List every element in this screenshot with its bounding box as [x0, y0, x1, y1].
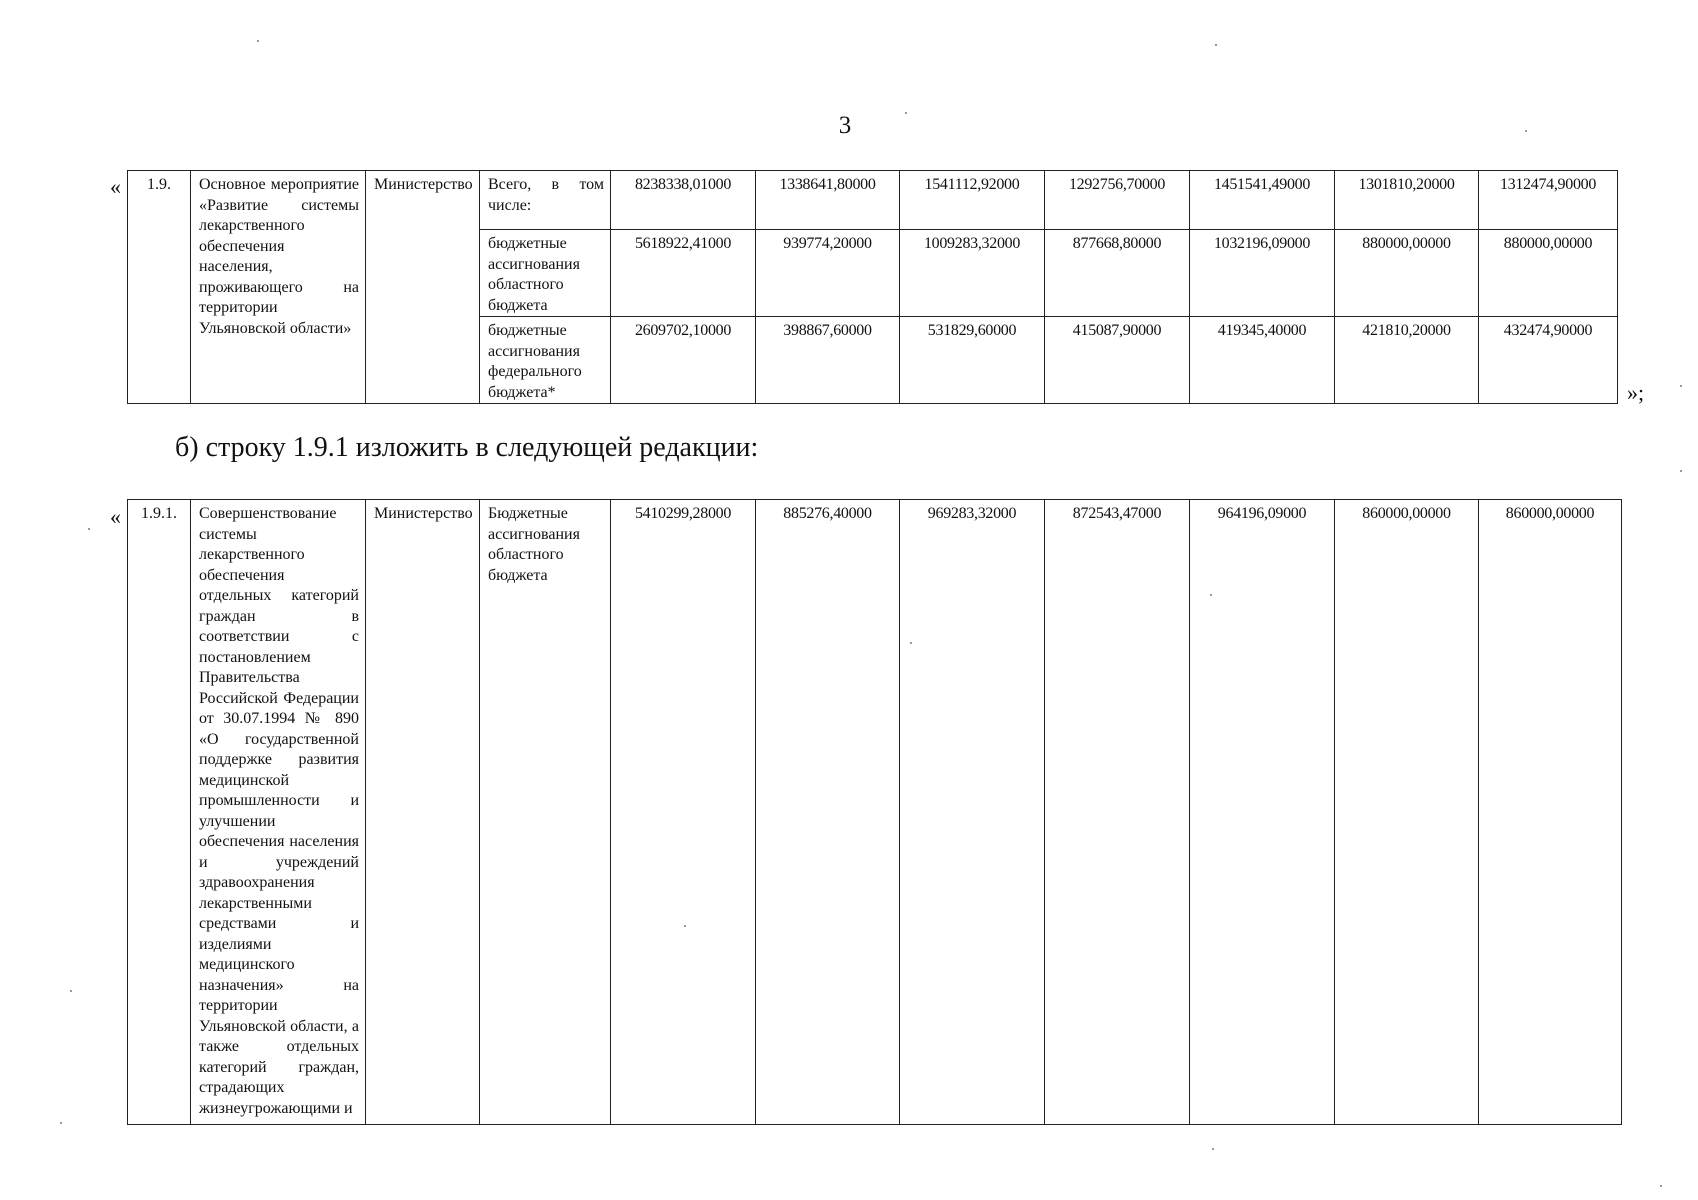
value-year-4: 964196,09000: [1190, 500, 1335, 1125]
scan-speck: [1210, 594, 1212, 596]
value-year-4: 1451541,49000: [1190, 171, 1335, 230]
value-year-2: 1009283,32000: [900, 230, 1045, 317]
value-year-6: 432474,90000: [1479, 317, 1618, 404]
value-year-6: 860000,00000: [1479, 500, 1622, 1125]
scan-speck: [88, 528, 90, 530]
scan-speck: [1212, 1148, 1214, 1150]
row-number: 1.9.1.: [128, 500, 191, 1125]
scan-speck: [70, 990, 72, 992]
scan-speck: [1680, 470, 1682, 472]
scan-speck: [910, 642, 912, 644]
value-year-1: 939774,20000: [756, 230, 900, 317]
value-year-5: 421810,20000: [1335, 317, 1479, 404]
executor: Министерство: [366, 171, 480, 404]
opening-quote-1: «: [110, 174, 121, 199]
value-year-1: 398867,60000: [756, 317, 900, 404]
executor: Министерство: [366, 500, 480, 1125]
scan-speck: [905, 112, 907, 114]
value-year-3: 415087,90000: [1045, 317, 1190, 404]
funding-source: бюджетные ассигнования областного бюджета: [480, 230, 611, 317]
value-year-2: 531829,60000: [900, 317, 1045, 404]
value-year-1: 1338641,80000: [756, 171, 900, 230]
budget-table-row-1-9-1: [127, 499, 1622, 1125]
value-total: 5618922,41000: [611, 230, 756, 317]
budget-table-row-1-9: [127, 170, 1618, 404]
value-year-5: 880000,00000: [1335, 230, 1479, 317]
value-year-4: 1032196,09000: [1190, 230, 1335, 317]
value-year-4: 419345,40000: [1190, 317, 1335, 404]
scan-speck: [1215, 44, 1217, 46]
value-total: 5410299,28000: [611, 500, 756, 1125]
scan-speck: [257, 40, 259, 42]
value-total: 2609702,10000: [611, 317, 756, 404]
page-number: 3: [838, 112, 852, 139]
table-row: [128, 171, 1618, 230]
scan-speck: [60, 1122, 62, 1124]
closing-quote-1: »;: [1627, 380, 1645, 405]
value-year-3: 872543,47000: [1045, 500, 1190, 1125]
table-row: [128, 500, 1622, 1125]
value-year-1: 885276,40000: [756, 500, 900, 1125]
value-year-3: 877668,80000: [1045, 230, 1190, 317]
funding-source: Всего, в том числе:: [480, 171, 611, 230]
activity-name: Совершенствование системы лекарственного обеспечения отдельных категорий граждан в соответствии с постановлением Правительства Российской Федерации от 30.07.1994 № 890 «О государственной поддержке развития медицинской промышленности и улучшении обеспечения населения и учреждений здравоохранения лекарственными средствами и изделиями медицинского назначения» на территории Ульяновской области, а также отдельных категорий граждан, страдающих жизнеугрожающими и: [191, 500, 366, 1125]
value-year-2: 1541112,92000: [900, 171, 1045, 230]
value-year-2: 969283,32000: [900, 500, 1045, 1125]
row-number: 1.9.: [128, 171, 191, 404]
value-year-5: 860000,00000: [1335, 500, 1479, 1125]
value-year-3: 1292756,70000: [1045, 171, 1190, 230]
scan-speck: [1525, 130, 1527, 132]
value-year-6: 880000,00000: [1479, 230, 1618, 317]
funding-source: бюджетные ассигнования федерального бюджета*: [480, 317, 611, 404]
scan-speck: [1680, 385, 1682, 387]
section-heading: б) строку 1.9.1 изложить в следующей редакции:: [175, 432, 759, 463]
funding-source: Бюджетные ассигнования областного бюджета: [480, 500, 611, 1125]
activity-name: Основное мероприятие «Развитие системы лекарственного обеспечения населения, проживающего на территории Ульяновской области»: [191, 171, 366, 404]
scan-speck: [1660, 1185, 1662, 1187]
scan-speck: [684, 925, 686, 927]
value-year-5: 1301810,20000: [1335, 171, 1479, 230]
value-year-6: 1312474,90000: [1479, 171, 1618, 230]
opening-quote-2: «: [110, 504, 121, 529]
value-total: 8238338,01000: [611, 171, 756, 230]
